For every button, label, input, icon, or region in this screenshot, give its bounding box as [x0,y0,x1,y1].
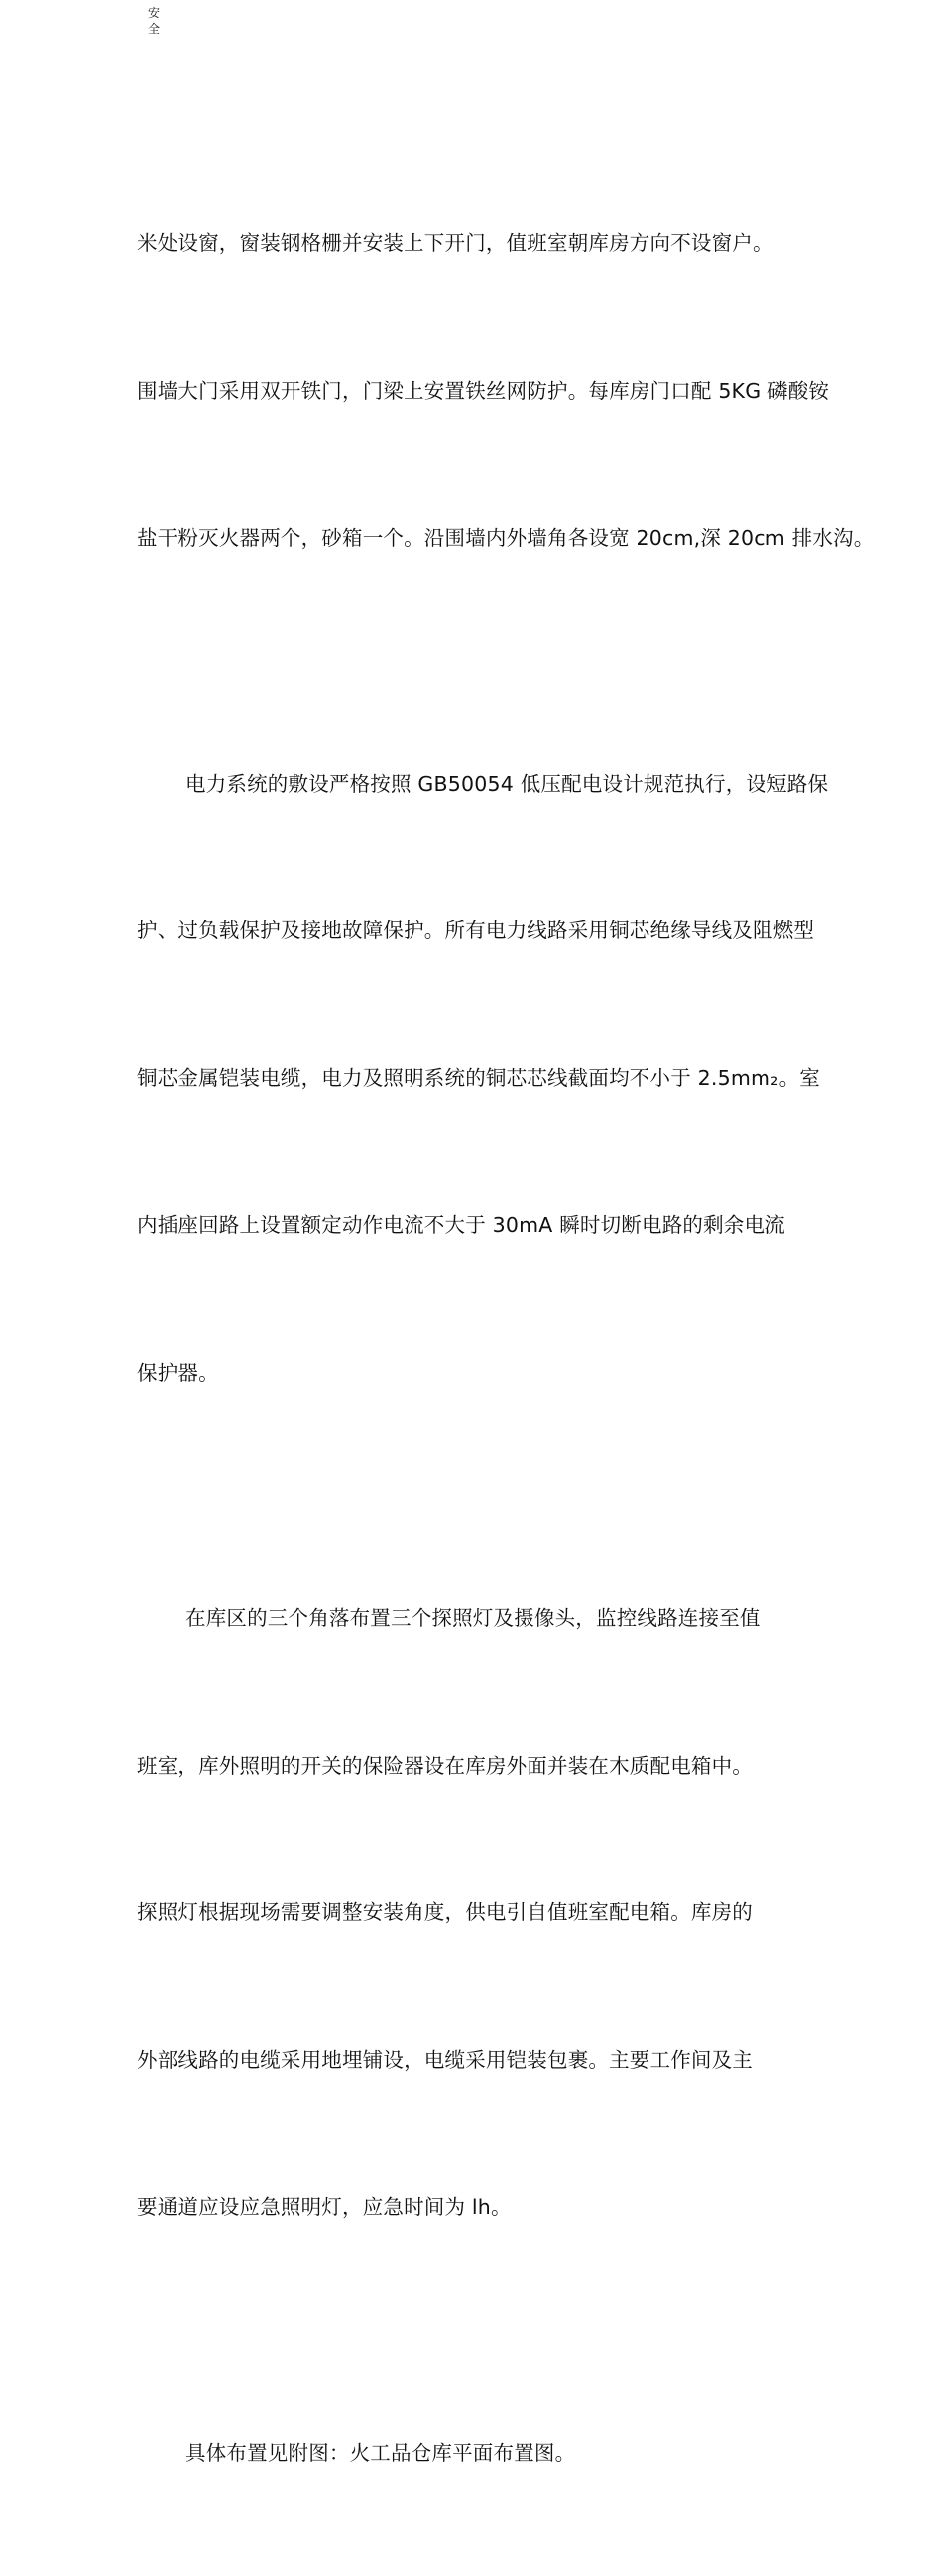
text-line: 内插座回路上设置额定动作电流不大于 30mA 瞬时切断电路的剩余电流 [137,1201,831,1251]
header-mark [148,5,162,37]
text-line: 班室，库外照明的开关的保险器设在库房外面并装在木质配电箱中。 [137,1742,831,1791]
text-line: 探照灯根据现场需要调整安装角度，供电引自值班室配电箱。库房的 [137,1889,831,1938]
text-line: 在库区的三个角落布置三个探照灯及摄像头，监控线路连接至值 [137,1594,831,1644]
paragraph-lighting [137,1496,831,2331]
text-line: 围墙大门采用双开铁门，门梁上安置铁丝网防护。每库房门口配 5KG 磷酸铵 [137,367,831,417]
document-body [137,121,831,2576]
text-line: 盐干粉灭火器两个，砂箱一个。沿围墙内外墙角各设宽 20cm,深 20cm 排水沟。 [137,514,831,563]
text-line: 电力系统的敷设严格按照 GB50054 低压配电设计规范执行，设短路保 [137,760,831,809]
header-char: 全 [148,21,162,37]
text-line: 具体布置见附图：火工品仓库平面布置图。 [137,2429,831,2479]
header-char: 安 [148,5,162,21]
text-line: 外部线路的电缆采用地埋铺设，电缆采用铠装包裹。主要工作间及主 [137,2036,831,2086]
text-line: 要通道应设应急照明灯，应急时间为 lh。 [137,2183,831,2233]
text-line: 铜芯金属铠装电缆，电力及照明系统的铜芯芯线截面均不小于 2.5mm₂。室 [137,1054,831,1104]
text-line: 保护器。 [137,1349,831,1399]
paragraph-enclosure [137,121,831,662]
paragraph-reference [137,2331,831,2576]
text-line: 米处设窗，窗装钢格栅并安装上下开门，值班室朝库房方向不设窗户。 [137,219,831,269]
text-line: 护、过负载保护及接地故障保护。所有电力线路采用铜芯绝缘导线及阻燃型 [137,907,831,956]
paragraph-electrical [137,662,831,1497]
